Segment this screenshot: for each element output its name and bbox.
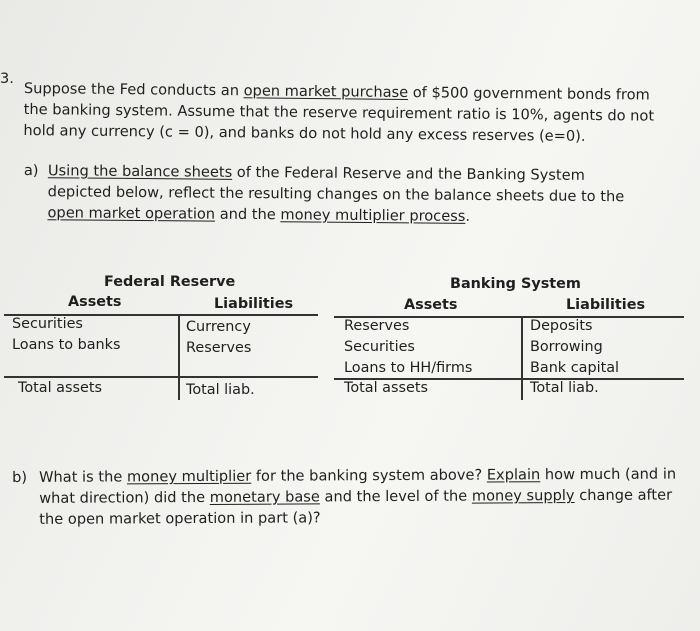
bank-balance-sheet	[334, 276, 690, 404]
bank-liabilities-header: Liabilities	[566, 297, 646, 313]
part-a-balance-sheets: Using the balance sheets	[47, 162, 233, 181]
part-b-explain: Explain	[486, 466, 541, 484]
part-b-text	[39, 463, 689, 529]
fed-liabilities-header: Liabilities	[214, 296, 294, 312]
bank-asset-securities: Securities	[344, 339, 415, 355]
fed-asset-securities: Securities	[12, 316, 83, 332]
part-b-text-3: for the banking system above?	[251, 466, 487, 485]
part-b	[12, 463, 692, 528]
part-b-text-1: What is the	[39, 468, 127, 486]
part-b-text-5: how much (and in what direction) did the	[39, 465, 677, 507]
part-a-money-multiplier-process: money multiplier process	[280, 206, 466, 225]
part-a-open-market-operation: open market operation	[47, 204, 216, 223]
fed-liab-currency: Currency	[186, 319, 251, 335]
part-a-text-2: of the Federal Reserve and the Banking System depicted below, reflect the resulting changes on the balance sheets due to the	[47, 163, 625, 206]
intro-text-1: Suppose the Fed conducts an	[23, 79, 244, 100]
fed-total-rule	[4, 376, 318, 378]
part-b-money-multiplier: money multiplier	[126, 467, 252, 486]
part-b-label: b)	[12, 468, 28, 486]
part-b-text-9: change after the open market operation in part (a)?	[39, 486, 673, 528]
bank-liab-deposits: Deposits	[530, 318, 593, 334]
part-b-text-7: and the level of the	[319, 487, 472, 506]
bank-total-liab: Total liab.	[530, 380, 599, 396]
intro-text-2: of $500 government bonds from the banking system. Assume that the reserve requirement ratio is 10%, agents do not hold any currency (c = 0), and banks do not hold any excess reserves (e=0).	[23, 84, 655, 145]
question-number: 3.	[0, 70, 14, 87]
fed-title: Federal Reserve	[104, 274, 236, 290]
bank-liab-borrowing: Borrowing	[530, 339, 603, 355]
fed-assets-header: Assets	[68, 294, 122, 310]
intro-open-market-purchase: open market purchase	[243, 82, 409, 102]
fed-total-assets: Total assets	[18, 380, 102, 396]
fed-liab-reserves: Reserves	[186, 340, 252, 356]
bank-asset-loans: Loans to HH/firms	[344, 360, 473, 376]
part-a-text-4: and the	[215, 205, 281, 224]
part-a-text	[47, 160, 648, 228]
fed-total-liab: Total liab.	[186, 382, 255, 398]
fed-asset-loans-to-banks: Loans to banks	[12, 337, 121, 353]
bank-title: Banking System	[450, 276, 581, 292]
fed-balance-sheet	[0, 274, 320, 404]
bank-assets-header: Assets	[404, 297, 458, 313]
question-intro	[23, 78, 674, 148]
part-b-monetary-base: monetary base	[209, 488, 320, 506]
bank-total-assets: Total assets	[344, 380, 428, 396]
part-a-label: a)	[23, 161, 39, 180]
part-a-text-6: .	[465, 207, 471, 225]
part-b-money-supply: money supply	[471, 487, 575, 505]
fed-center-rule	[178, 314, 180, 400]
bank-liab-bank-capital: Bank capital	[530, 360, 620, 376]
bank-asset-reserves: Reserves	[344, 318, 410, 334]
part-a	[23, 160, 644, 225]
bank-center-rule	[521, 316, 523, 400]
